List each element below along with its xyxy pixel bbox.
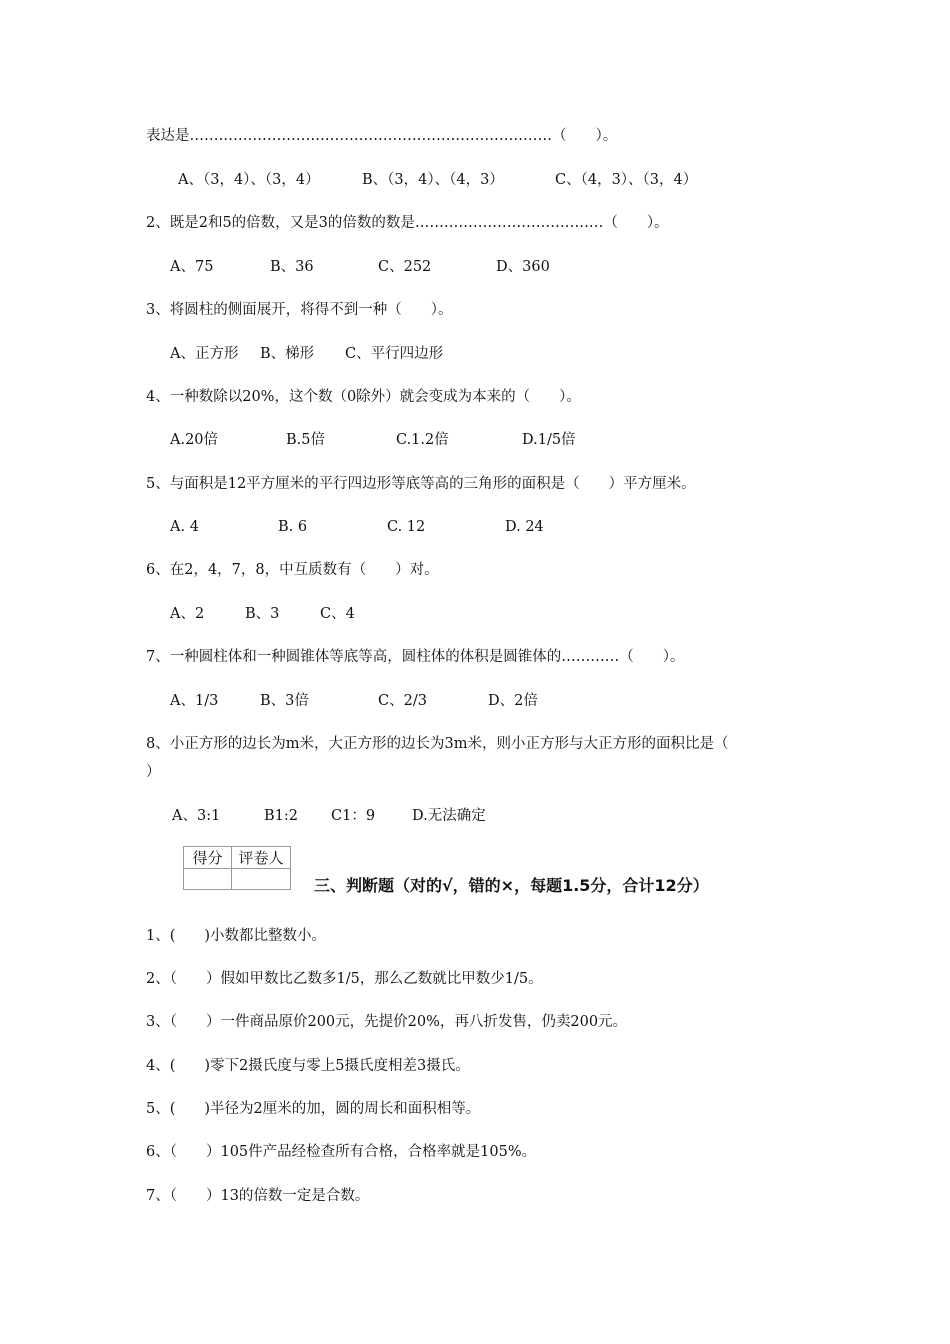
score-cell[interactable] (184, 869, 232, 890)
question-4-option-c: C.1.2倍 (396, 432, 449, 448)
score-table (183, 846, 291, 890)
question-7-option-a: A、1/3 (170, 693, 219, 709)
question-8-option-d: D.无法确定 (412, 808, 486, 824)
score-header: 得分 (184, 847, 232, 869)
question-5-option-d: D. 24 (505, 519, 544, 535)
judgment-item-5: 5、( )半径为2厘米的加，圆的周长和面积相等。 (146, 1101, 481, 1117)
judgment-item-1: 1、( )小数都比整数小。 (146, 928, 327, 944)
question-7-stem: 7、一种圆柱体和一种圆锥体等底等高，圆柱体的体积是圆锥体的…………（ ）。 (146, 649, 685, 665)
question-8-option-c: C1：9 (331, 808, 376, 824)
grader-cell[interactable] (232, 869, 291, 890)
question-1-stem-tail: 表达是…………………………………………………………………（ ）。 (146, 128, 618, 144)
question-8-stem-continued: ） (146, 764, 161, 780)
judgment-item-4: 4、( )零下2摄氏度与零上5摄氏度相差3摄氏。 (146, 1058, 470, 1074)
question-6-option-b: B、3 (245, 606, 280, 622)
question-7-option-b: B、3倍 (260, 693, 309, 709)
question-7-option-c: C、2/3 (378, 693, 427, 709)
question-3-stem: 3、将圆柱的侧面展开，将得不到一种（ ）。 (146, 302, 453, 318)
question-1-option-a: A、（3，4）、（3，4） (178, 172, 320, 188)
judgment-item-7: 7、（ ）13的倍数一定是合数。 (146, 1188, 370, 1204)
question-6-stem: 6、在2，4，7，8，中互质数有（ ）对。 (146, 562, 439, 578)
question-8-option-b: B1:2 (264, 808, 298, 824)
question-5-option-b: B. 6 (278, 519, 308, 535)
question-4-option-a: A.20倍 (170, 432, 219, 448)
question-6-option-a: A、2 (170, 606, 205, 622)
question-5-option-c: C. 12 (387, 519, 426, 535)
question-2-option-d: D、360 (496, 259, 550, 275)
question-3-option-b: B、梯形 (260, 346, 315, 362)
section-3-title: 三、判断题（对的√，错的×，每题1.5分，合计12分） (314, 876, 709, 895)
question-1-option-c: C、（4，3）、（3，4） (555, 172, 698, 188)
question-5-option-a: A. 4 (170, 519, 199, 535)
question-5-stem: 5、与面积是12平方厘米的平行四边形等底等高的三角形的面积是（ ）平方厘米。 (146, 476, 696, 492)
question-6-option-c: C、4 (320, 606, 355, 622)
question-8-option-a: A、3:1 (172, 808, 221, 824)
question-4-option-b: B.5倍 (286, 432, 325, 448)
question-1-option-b: B、（3，4）、（4，3） (362, 172, 504, 188)
question-2-option-a: A、75 (170, 259, 214, 275)
question-7-option-d: D、2倍 (488, 693, 538, 709)
question-2-option-c: C、252 (378, 259, 432, 275)
question-2-stem: 2、既是2和5的倍数，又是3的倍数的数是…………………………………（ ）。 (146, 215, 669, 231)
judgment-item-2: 2、（ ）假如甲数比乙数多1/5，那么乙数就比甲数少1/5。 (146, 971, 543, 987)
judgment-item-3: 3、（ ）一件商品原价200元，先提价20%，再八折发售，仍卖200元。 (146, 1014, 628, 1030)
question-8-stem: 8、小正方形的边长为m米，大正方形的边长为3m米，则小正方形与大正方形的面积比是（ (146, 736, 729, 752)
judgment-item-6: 6、（ ）105件产品经检查所有合格，合格率就是105%。 (146, 1144, 537, 1160)
question-4-option-d: D.1/5倍 (522, 432, 576, 448)
question-4-stem: 4、一种数除以20%，这个数（0除外）就会变成为本来的（ ）。 (146, 389, 581, 405)
grader-header: 评卷人 (232, 847, 291, 869)
question-2-option-b: B、36 (270, 259, 314, 275)
question-3-option-a: A、正方形 (170, 346, 239, 362)
question-3-option-c: C、平行四边形 (345, 346, 444, 362)
